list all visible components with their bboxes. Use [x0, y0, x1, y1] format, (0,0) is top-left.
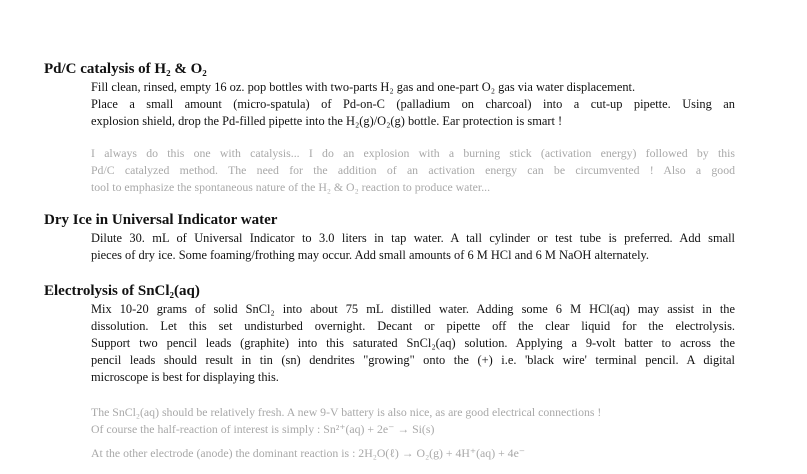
body-line: Fill clean, rinsed, empty 16 oz. pop bottles with two-parts H₂ gas and one-part O₂ gas via water displacement. [91, 80, 636, 94]
note-line: The SnCl₂(aq) should be relatively fresh. A new 9-V battery is also nice, as are good electrical connections ! [91, 405, 602, 419]
section-title-dry-ice: Dry Ice in Universal Indicator water [44, 212, 278, 228]
section-note-electrolysis [91, 404, 735, 462]
body-line: Place a small amount (micro-spatula) of Pd-on-C (palladium on charcoal) into a cut-up pipette. Using an [91, 97, 735, 111]
note-line: At the other electrode (anode) the dominant reaction is : 2H₂O(ℓ) → O₂(g) + 4H⁺(aq) + 4e⁻ [91, 446, 526, 460]
body-line: Mix 10-20 grams of solid SnCl₂ into about 75 mL distilled water. Adding some 6 M HCl(aq) may assist in the [91, 302, 735, 316]
section-title-electrolysis: Electrolysis of SnCl₂(aq) [44, 283, 200, 299]
body-line: pencil leads should result in tin (sn) dendrites "growing" onto the (+) i.e. 'black wire' terminal pencil. A digital [91, 353, 735, 367]
note-line: I always do this one with catalysis... I do an explosion with a burning stick (activation energy) followed by this [91, 146, 735, 160]
body-line: explosion shield, drop the Pd-filled pipette into the H₂(g)/O₂(g) bottle. Ear protection is smart ! [91, 114, 563, 128]
note-line: Of course the half-reaction of interest is simply : Sn²⁺(aq) + 2e⁻ → Si(s) [91, 422, 435, 436]
body-line: microscope is best for displaying this. [91, 370, 279, 384]
section-note-pd-c-catalysis [91, 145, 735, 196]
body-line: dissolution. Let this set undisturbed overnight. Decant or pipette off the clear liquid for the electrolysis. [91, 319, 735, 333]
section-body-electrolysis [91, 301, 735, 386]
body-line: Support two pencil leads (graphite) into this saturated SnCl₂(aq) solution. Applying a 9-volt batter to across the [91, 336, 735, 350]
note-line: tool to emphasize the spontaneous nature of the H₂ & O₂ reaction to produce water... [91, 180, 491, 194]
body-line: pieces of dry ice. Some foaming/frothing may occur. Add small amounts of 6 M HCl and 6 M NaOH alternately. [91, 248, 650, 262]
note-line: Pd/C catalyzed method. The need for the addition of an activation energy can be circumvented ! Also a good [91, 163, 735, 177]
section-title-pd-c-catalysis: Pd/C catalysis of H₂ & O₂ [44, 61, 207, 77]
section-body-pd-c-catalysis [91, 79, 735, 130]
section-body-dry-ice [91, 230, 735, 264]
body-line: Dilute 30. mL of Universal Indicator to 3.0 liters in tap water. A tall cylinder or test tube is preferred. Add small [91, 231, 735, 245]
